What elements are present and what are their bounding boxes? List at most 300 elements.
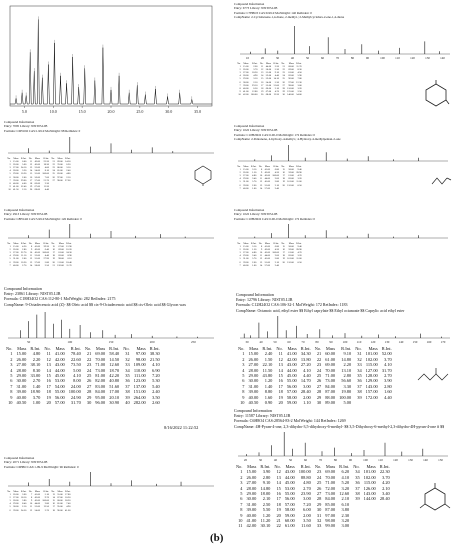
column-header: No.: [238, 346, 245, 351]
table-cell: 17: [52, 251, 55, 255]
table-cell: 55.00: [34, 172, 40, 176]
table-cell: 40.00: [243, 86, 249, 90]
table-cell: 24.30: [66, 251, 72, 255]
table-cell: 1.00: [252, 263, 257, 267]
table-cell: 2: [9, 496, 11, 500]
table-cell: 35: [357, 373, 362, 379]
table-cell: 19.80: [341, 389, 352, 395]
table-cell: 8: [242, 389, 245, 395]
table-cell: 23.90: [300, 491, 311, 497]
table-cell: 28.40: [300, 389, 311, 395]
table-cell: 43.00: [284, 469, 295, 475]
table-cell: 12.20: [273, 92, 279, 96]
table-cell: 1: [10, 351, 13, 357]
table-cell: 43.80: [262, 373, 273, 379]
panel-compname: CompName: 2-Cyclohexene-1,4-dione, 2-methyl-; 2-Methylcyclohex-2-ene-1,4-dione: [234, 15, 345, 20]
table-cell: 21: [52, 160, 55, 164]
table-cell: 14.80: [341, 356, 352, 362]
table-cell: 14: [29, 169, 33, 173]
table-cell: 70.00: [325, 474, 336, 480]
table-cell: 116.00: [287, 260, 294, 264]
table-cell: 29.00: [13, 254, 19, 258]
table-cell: 53.00: [284, 485, 295, 491]
column-header: R.Int.: [300, 346, 311, 351]
table-cell: 2.00: [303, 512, 311, 518]
table-cell: 27.90: [43, 257, 49, 261]
table-cell: 1.00: [252, 186, 257, 190]
table-cell: 50.00: [265, 68, 272, 72]
table-cell: 11.60: [301, 523, 311, 529]
table-cell: 98.00: [325, 518, 336, 524]
table-cell: 44.00: [284, 474, 295, 480]
panel-right-big: [236, 292, 456, 406]
table-cell: 16.20: [66, 248, 72, 252]
table-cell: 126.00: [57, 263, 64, 267]
table-cell: 24: [316, 367, 322, 373]
table-cell: 2.60: [152, 400, 160, 406]
table-cell: 22: [276, 523, 281, 529]
table-cell: 88.80: [300, 474, 311, 480]
panel-right-top: [234, 2, 456, 122]
table-cell: 2: [239, 248, 241, 252]
table-cell: 53.00: [54, 378, 65, 384]
table-cell: 20: [29, 187, 33, 191]
table-cell: 2.10: [341, 496, 350, 502]
table-cell: 31: [316, 512, 322, 518]
table-cell: 56.00: [284, 496, 295, 502]
table-cell: 73.00: [95, 367, 106, 373]
table-cell: 41.00: [34, 493, 40, 497]
table-cell: 2: [239, 171, 241, 175]
table-cell: 17: [282, 174, 285, 178]
table-cell: 3.20: [297, 86, 302, 90]
table-cell: 11: [261, 65, 264, 69]
table-cell: 111.00: [57, 260, 64, 264]
table-cell: 5.30: [274, 80, 279, 84]
table-cell: 4.10: [341, 474, 350, 480]
table-cell: 30: [282, 92, 285, 96]
column-header: Mass: [288, 165, 294, 168]
table-cell: 3: [9, 251, 11, 255]
table-cell: 18: [52, 254, 55, 258]
table-cell: 4.80: [252, 174, 257, 178]
table-cell: 31.70: [381, 367, 392, 373]
table-cell: 12.80: [252, 89, 258, 93]
spectrum-tick-label: 120: [393, 458, 398, 462]
table-cell: 15.00: [13, 245, 19, 249]
table-cell: 30.90: [109, 400, 120, 406]
table-cell: 16: [52, 502, 55, 506]
table-cell: 3.20: [341, 518, 350, 524]
table-cell: 44.00: [34, 502, 40, 506]
table-cell: 58.00: [34, 263, 40, 267]
table-cell: 25: [316, 373, 322, 379]
spectrum-tick-label: 140: [440, 56, 445, 60]
spectrum-tick-label: 60: [320, 56, 325, 60]
table-cell: 5.20: [341, 480, 350, 486]
table-cell: 2.40: [264, 351, 273, 357]
table-cell: 57.00: [286, 389, 297, 395]
table-cell: 18: [46, 389, 51, 395]
table-cell: 28.00: [13, 499, 19, 503]
table-cell: 15: [46, 373, 51, 379]
table-cell: 14.50: [65, 160, 71, 164]
table-cell: 17: [29, 178, 33, 182]
table-cell: 4.50: [297, 71, 302, 75]
table-cell: 3.50: [303, 518, 311, 524]
table-cell: 100.00: [68, 389, 81, 395]
table-cell: 151.00: [133, 389, 146, 395]
table-cell: 31: [357, 351, 362, 357]
table-cell: 27.20: [300, 362, 311, 368]
column-header: R.Int.: [273, 62, 279, 65]
table-cell: 3.10: [252, 168, 257, 172]
table-cell: 21: [52, 263, 55, 267]
table-cell: 57.00: [34, 260, 40, 264]
table-row: [6, 188, 72, 191]
table-cell: 6: [10, 378, 13, 384]
table-cell: 61.00: [288, 251, 294, 255]
table-cell: 3.40: [252, 254, 257, 258]
mass-spectrum: [236, 430, 450, 462]
table-cell: 19: [278, 394, 283, 400]
panel-header-title: Compound Information: [4, 456, 35, 460]
column-header: No.: [314, 464, 322, 469]
spectrum-tick-label: 50: [305, 56, 310, 60]
table-cell: 39.00: [246, 507, 257, 513]
table-cell: 102.00: [365, 356, 378, 362]
spectrum-tick-label: 20: [243, 458, 248, 462]
table-cell: 3.70: [44, 508, 49, 512]
column-header: Mass: [243, 62, 249, 65]
table-cell: 58.00: [286, 394, 297, 400]
table-cell: 42.00: [34, 496, 40, 500]
table-cell: 2: [10, 356, 13, 362]
table-cell: 10: [238, 518, 243, 524]
table-cell: 39.00: [13, 508, 19, 512]
table-cell: 5.70: [252, 180, 257, 184]
table-cell: 101.00: [363, 469, 376, 475]
mass-spectrum: [6, 470, 216, 488]
panel-header-title: Compound Information: [4, 208, 35, 212]
table-cell: 2.40: [274, 186, 279, 190]
table-cell: 2.60: [274, 254, 279, 258]
table-cell: 14: [276, 480, 281, 486]
spectrum-tick-label: 40: [290, 56, 295, 60]
spectrum-tick-label: 110: [356, 340, 362, 344]
column-header: No.: [274, 464, 281, 469]
table-cell: 41.00: [286, 351, 297, 357]
table-cell: 15: [278, 373, 283, 379]
table-cell: 69.00: [95, 351, 106, 357]
table-cell: 41.00: [54, 351, 65, 357]
column-header: Mass: [13, 490, 19, 493]
tic-trace: [10, 19, 212, 104]
table-cell: 45.00: [264, 180, 270, 184]
peak-table: [6, 490, 72, 512]
column-header: R.Int.: [64, 157, 71, 160]
column-header: R.Int.: [30, 346, 41, 351]
table-cell: 101.00: [287, 257, 294, 261]
table-cell: 54.00: [296, 92, 302, 96]
table-cell: 15: [29, 172, 33, 176]
spectrum-tick-label: 40: [273, 458, 278, 462]
molecule-structure-icon: [418, 482, 452, 516]
table-cell: 12.30: [296, 80, 302, 84]
table-cell: 2.10: [22, 187, 27, 191]
table-cell: 15.00: [248, 351, 259, 357]
table-cell: 33: [316, 523, 322, 529]
table-cell: 18: [282, 254, 285, 258]
table-cell: 4: [10, 367, 13, 373]
table-cell: 21: [316, 351, 322, 357]
table-cell: 6.00: [303, 507, 311, 513]
column-header: R.Int.: [149, 346, 160, 351]
table-cell: 20: [282, 260, 285, 264]
table-cell: 39.00: [243, 183, 249, 187]
column-header: Mass: [288, 242, 294, 245]
table-cell: 6.90: [152, 367, 160, 373]
spectrum-tick-label: 80: [333, 458, 338, 462]
table-cell: 100.00: [42, 172, 49, 176]
panel-entry: Entry: 12796 Library: NIST05.LIB: [236, 297, 293, 303]
table-cell: 28: [86, 389, 92, 395]
table-row: [4, 400, 162, 405]
table-row: [236, 264, 303, 267]
column-header: No.: [355, 346, 362, 351]
table-cell: 101.00: [287, 180, 294, 184]
table-cell: 24: [86, 367, 92, 373]
table-cell: 5: [240, 491, 243, 497]
column-header: No.: [353, 464, 360, 469]
spectrum-tick-label: 60: [287, 340, 291, 344]
spectrum-tick-label: 30: [275, 56, 280, 60]
table-cell: 70.00: [57, 163, 63, 167]
table-cell: 69.00: [58, 248, 64, 252]
panel-compname: CompName: 9-Octadecenoic acid (Z)- $$ Oleic acid $$ cis-9-Octadecenoic acid $$ cis-Oleic acid $$ Glycon wax: [4, 301, 187, 307]
column-header: R.Int.: [339, 464, 350, 469]
table-cell: 19: [282, 180, 285, 184]
table-cell: 23: [52, 166, 55, 170]
table-cell: 2.00: [22, 175, 27, 179]
table-cell: 18: [282, 177, 285, 181]
table-cell: 27: [86, 383, 92, 389]
table-cell: 1.60: [264, 394, 273, 400]
table-cell: 22: [282, 68, 285, 72]
table-cell: 58.40: [109, 351, 120, 357]
table-cell: 111.00: [133, 373, 146, 379]
table-cell: 97.00: [325, 512, 336, 518]
table-cell: 26.00: [248, 356, 259, 362]
table-cell: 3.00: [303, 383, 311, 389]
table-cell: 68.00: [265, 92, 272, 96]
table-cell: 99.00: [325, 523, 336, 529]
table-cell: 18: [29, 181, 33, 185]
table-cell: 128.00: [365, 373, 378, 379]
table-cell: 21: [282, 65, 285, 69]
table-cell: 36: [125, 378, 130, 384]
table-cell: 1: [242, 351, 245, 357]
table-cell: 3: [242, 362, 245, 368]
panel-formula: Formula: C6H8O CAS:1-99-9 MolWeight: 96 RetIndex: 0: [4, 464, 79, 469]
table-cell: 100.00: [250, 92, 258, 96]
table-cell: 28.90: [296, 248, 302, 252]
column-header: Mass: [95, 346, 106, 351]
table-cell: 68.00: [288, 65, 294, 69]
table-cell: 8.40: [22, 502, 27, 506]
table-cell: 0.50: [297, 260, 302, 264]
table-cell: 15.00: [13, 160, 19, 164]
table-cell: 40.50: [16, 400, 27, 406]
table-cell: 8: [261, 245, 263, 249]
table-cell: 6: [9, 260, 11, 264]
table-cell: 3.10: [274, 86, 279, 90]
table-cell: 58.00: [288, 168, 294, 172]
table-cell: 70.00: [95, 356, 106, 362]
table-cell: 2: [240, 474, 243, 480]
column-header: No.: [123, 346, 130, 351]
table-cell: 3.50: [152, 394, 160, 400]
table-cell: 8: [239, 86, 241, 90]
table-cell: 21.50: [149, 356, 160, 362]
table-cell: 11: [259, 254, 263, 258]
table-cell: 52.00: [265, 74, 272, 78]
table-cell: 2: [9, 163, 11, 167]
table-cell: 29.00: [13, 502, 19, 506]
table-cell: 6.10: [67, 257, 72, 261]
table-cell: 35: [125, 373, 130, 379]
table-cell: 27.00: [243, 251, 249, 255]
table-cell: 8.80: [264, 389, 273, 395]
table-cell: 10: [259, 251, 263, 255]
table-cell: 24.50: [20, 508, 27, 512]
table-cell: 17: [52, 505, 55, 509]
table-cell: 41.00: [264, 245, 270, 249]
table-cell: 54.00: [54, 383, 65, 389]
table-cell: 31.70: [70, 400, 81, 406]
panel-right-mid1: [234, 124, 456, 198]
table-cell: 19: [282, 257, 285, 261]
table-cell: 17: [276, 496, 281, 502]
table-cell: 14.80: [260, 485, 271, 491]
table-cell: 7: [239, 263, 241, 267]
table-cell: 98.00: [135, 356, 146, 362]
table-cell: 42.00: [286, 356, 297, 362]
table-cell: 12: [29, 257, 33, 261]
table-cell: 4.70: [274, 89, 279, 93]
panel-entry: Entry: 1022 Library: NIST05.LIB: [234, 128, 278, 133]
table-cell: [364, 400, 380, 405]
table-cell: 2: [9, 248, 11, 252]
table-cell: 9.40: [297, 168, 302, 172]
table-cell: 14: [278, 367, 283, 373]
table-cell: 4.40: [303, 373, 311, 379]
table-cell: 4: [242, 367, 245, 373]
column-header: No.: [259, 62, 264, 65]
table-cell: 110.00: [133, 367, 146, 373]
table-cell: 24: [52, 169, 55, 173]
table-cell: 27: [282, 83, 285, 87]
table-cell: 10: [29, 502, 33, 506]
table-cell: 15: [282, 245, 285, 249]
column-header: Mass: [243, 165, 249, 168]
table-cell: 42.00: [264, 171, 270, 175]
table-cell: 16: [276, 491, 281, 497]
table-cell: 100.00: [272, 251, 279, 255]
table-cell: 5.50: [262, 507, 271, 513]
table-cell: 16: [282, 171, 285, 175]
table-cell: 6.10: [341, 501, 350, 507]
table-cell: 109.00: [133, 362, 146, 368]
spectrum-tick-label: 50: [27, 340, 31, 344]
table-cell: 3: [239, 71, 241, 75]
table-cell: 3.80: [22, 499, 27, 503]
table-cell: 6.80: [274, 168, 279, 172]
spectrum-tick-label: 100: [380, 56, 385, 60]
table-cell: 68.00: [57, 499, 63, 503]
table-cell: 16: [282, 248, 285, 252]
table-cell: 100.00: [339, 394, 352, 400]
table-cell: 5.90: [297, 74, 302, 78]
table-cell: 27: [316, 383, 322, 389]
table-cell: 2.60: [252, 260, 257, 264]
table-cell: 5.70: [252, 257, 257, 261]
table-cell: 0.90: [264, 400, 273, 406]
table-cell: 12: [259, 180, 263, 184]
table-cell: 26: [316, 485, 322, 491]
table-cell: 3.10: [66, 166, 71, 170]
table-cell: 96.00: [288, 77, 294, 81]
table-cell: 39.00: [243, 260, 249, 264]
table-cell: 14.50: [109, 356, 120, 362]
table-cell: 29: [86, 394, 92, 400]
spectrum-tick-label: 150: [108, 340, 114, 344]
table-cell: 3.90: [384, 378, 392, 384]
spectrum-tick-label: 100: [67, 340, 73, 344]
panel-header-title: Compound Information: [236, 292, 274, 297]
table-cell: 7.60: [44, 175, 49, 179]
table-cell: 2.70: [32, 378, 41, 384]
table-cell: 9: [261, 248, 263, 252]
table-cell: 4.10: [73, 373, 81, 379]
table-cell: 10: [8, 187, 11, 191]
column-header: No.: [281, 62, 285, 65]
panel-header-title: Compound Information: [4, 120, 35, 124]
table-cell: 14: [52, 496, 55, 500]
table-cell: 4.40: [384, 394, 392, 400]
table-cell: 22.10: [262, 362, 273, 368]
table-cell: 26.00: [16, 356, 27, 362]
column-header: No.: [7, 157, 11, 160]
column-header: Mass: [264, 242, 270, 245]
table-cell: 7: [242, 383, 245, 389]
panel-formula: Formula: C7H8O3 CAS:9-99-9 MolWeight: 140 RetIndex: 0: [234, 10, 312, 15]
table-cell: 11: [29, 160, 33, 164]
table-cell: 9: [240, 512, 243, 518]
table-cell: 13: [29, 166, 33, 170]
column-header: Mass: [55, 346, 65, 351]
table-cell: [353, 400, 363, 405]
table-cell: 9.70: [44, 496, 49, 500]
table-cell: 4.10: [303, 367, 311, 373]
column-header: R.Int.: [341, 346, 352, 351]
table-cell: 27.60: [65, 178, 71, 182]
table-cell: 2: [239, 68, 241, 72]
table-cell: 6: [240, 496, 243, 502]
spectrum-tick-label: 10: [245, 56, 250, 60]
column-header: R.Int.: [43, 242, 49, 245]
table-cell: 4.70: [297, 174, 302, 178]
